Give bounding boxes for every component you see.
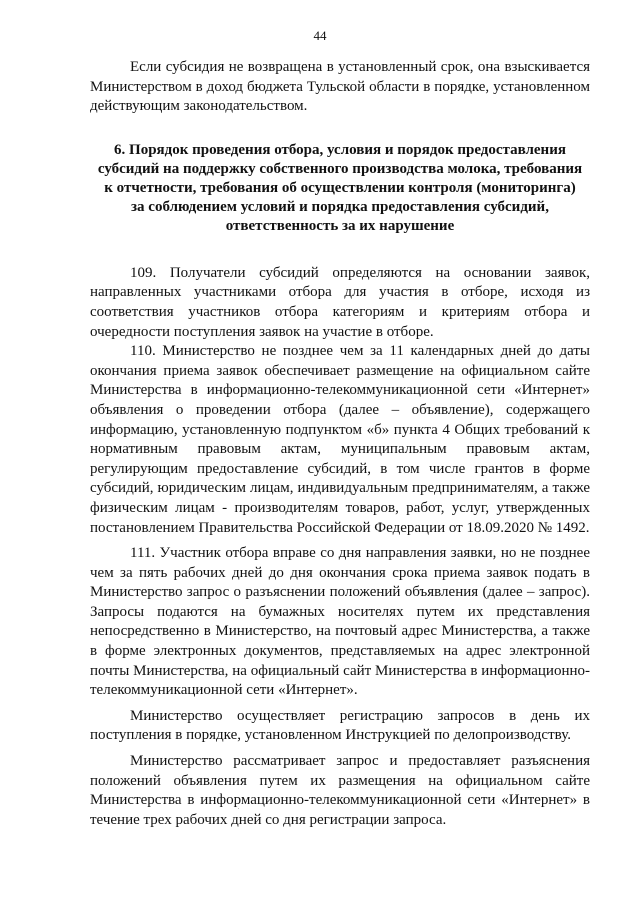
scan-dot <box>238 808 239 809</box>
document-body <box>90 58 590 830</box>
paragraph-registration: Министерство осуществляет регистрацию запросов в день их поступления в порядке, установленном Инструкцией по делопроизводству. <box>90 707 590 744</box>
paragraph-111: 111. Участник отбора вправе со дня направления заявки, но не позднее чем за пять рабочих дней до дня окончания срока приема заявок подать в Министерство запрос о разъяснении положений объявления (далее – запрос). Запросы подаются на бумажных носителях путем их представления непосредственно в Министерство, на почтовый адрес Министерства, а также в форме электронных документов, представляемых на адрес электронной почты Министерства, на официальный сайт Министерства в информационно-телекоммуникационной сети «Интернет». <box>90 545 590 699</box>
paragraph-clarification: Министерство рассматривает запрос и предоставляет разъяснения положений объявления путем их размещения на официальном сайте Министерства в информационно-телекоммуникационной сети «Интернет» в течение трех рабочих дней со дня регистрации запроса. <box>90 753 590 828</box>
section-heading-line: 6. Порядок проведения отбора, условия и порядок предоставления <box>114 141 566 158</box>
page-number: 44 <box>313 28 327 43</box>
section-heading <box>90 141 590 236</box>
paragraph-110: 110. Министерство не позднее чем за 11 календарных дней до даты окончания приема заявок обеспечивает размещение на официальном сайте Министерства в информационно-телекоммуникационной сети «Интернет» объявления о проведении отбора (далее – объявление), содержащего информацию, установленную подпунктом «б» пункта 4 Общих требований к нормативным правовым актам, муниципальным правовым актам, регулирующим предоставление субсидий, в том числе грантов в форме субсидий, юридическим лицам, индивидуальным предпринимателям, а также физическим лицам - производителям товаров, работ, услуг, утвержденных постановлением Правительства Российской Федерации от 18.09.2020 № 1492. <box>90 343 590 536</box>
section-heading-line: ответственность за их нарушение <box>225 217 455 234</box>
section-heading-line: субсидий на поддержку собственного производства молока, требования <box>97 160 583 177</box>
intro-paragraph: Если субсидия не возвращена в установленный срок, она взыскивается Министерством в доход бюджета Тульской области в порядке, установленном действующим законодательством. <box>90 59 590 115</box>
paragraph-109: 109. Получатели субсидий определяются на основании заявок, направленных участниками отбора для участия в отборе, исходя из соответствия участников отбора категориям и критериям отбора и очередности поступления заявок на участие в отборе. <box>90 264 590 340</box>
section-heading-line: к отчетности, требования об осуществлении контроля (мониторинга) <box>104 179 576 196</box>
section-heading-line: за соблюдением условий и порядка предоставления субсидий, <box>131 198 549 215</box>
